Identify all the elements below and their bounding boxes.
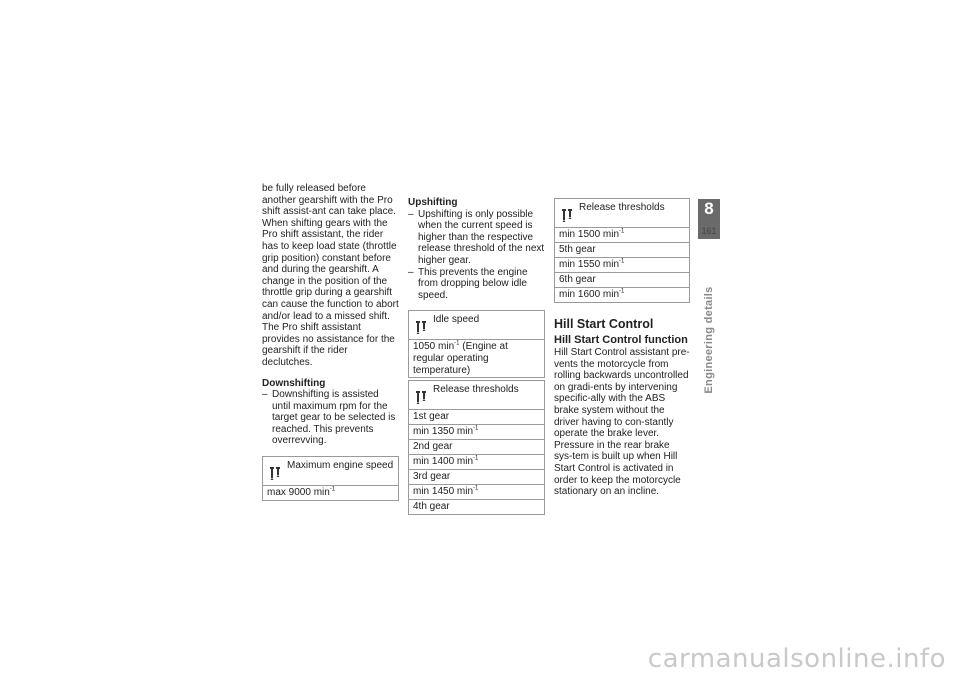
wrench-spec-icon [415,390,427,405]
spec-value: max 9000 $\min^{-1}$ [267,486,336,499]
upshifting-list [408,209,545,302]
upshifting-heading: Upshifting [408,197,458,208]
spec-title: Release thresholds [579,202,665,213]
table-row: 2nd gear [409,440,544,455]
watermark: carmanualsonline.info [647,644,946,674]
spec-title: Maximum engine speed [287,460,394,472]
spec-header [263,457,398,486]
table-row: 4th gear [413,501,450,513]
downshifting-list [262,389,399,447]
table-row: min 1400 $\min^{-1}$ [409,455,544,470]
table-row: min 1500 $\min^{-1}$ [555,228,689,243]
chapter-number: 8 [704,199,714,218]
table-row: min 1550 $\min^{-1}$ [555,258,689,273]
release-thresholds-table-continued [554,198,690,303]
table-row: 5th gear [555,243,689,258]
release-thresholds-table [408,380,545,515]
spec-title: Idle speed [433,314,480,326]
spec-header [555,199,689,228]
list-item: – Downshifting is assisted until maximum rpm for the target gear to be selected is reached. This prevents overrevving. [262,389,399,447]
table-row: min 1350 $\min^{-1}$ [409,425,544,440]
text-column-1 [262,183,399,501]
spec-header [409,311,544,340]
intro-paragraph: be fully released before another gearshift with the Pro shift assist-ant can take place. When shifting gears with the Pro shift assistant, the rider has to keep load state (throttle grip position) constant before and during the gearshift. A change in the position of the throttle grip during a gearshift can cause the function to abort and/or lead to a missed shift. The Pro shift assistant provides no assistance for the gearshift if the rider declutches. [262,183,399,368]
wrench-spec-icon [561,208,573,223]
text-column-3 [554,198,690,498]
hill-start-control-paragraph: Hill Start Control assistant pre-vents the motorcycle from rolling backwards uncontrolled on gradi-ents by intervening specific-ally with the ABS brake system without the driver having to con-stantly operate the brake lever. Pressure in the rear brake sys-tem is built up when Hill Start Control is activated in order to keep the motorcycle stationary on an incline. [554,347,690,498]
text-column-2 [408,183,545,515]
max-engine-speed-table [262,456,399,501]
spec-header [409,381,544,410]
hill-start-control-function-heading: Hill Start Control function [554,334,688,346]
spec-value: 1050 $\min^{-1}$ (Engine at regular operating temperature) [413,341,508,376]
table-row: min 1450 $\min^{-1}$ [409,485,544,500]
idle-speed-table [408,310,545,378]
table-row: 1st gear [409,410,544,425]
downshifting-heading: Downshifting [262,377,326,389]
wrench-spec-icon [415,320,427,335]
page-number: 161 [701,226,717,236]
table-row: 6th gear [555,273,689,288]
hill-start-control-heading: Hill Start Control [554,317,654,331]
spec-title: Release thresholds [433,384,519,396]
chapter-title: Engineering details [703,286,715,394]
list-item: – This prevents the engine from dropping below idle speed. [408,267,545,302]
table-row: 3rd gear [409,470,544,485]
table-row: min 1600 $\min^{-1}$ [559,288,625,300]
wrench-spec-icon [269,466,281,481]
list-item: – Upshifting is only possible when the current speed is higher than the respective release threshold of the next higher gear. [408,209,545,267]
